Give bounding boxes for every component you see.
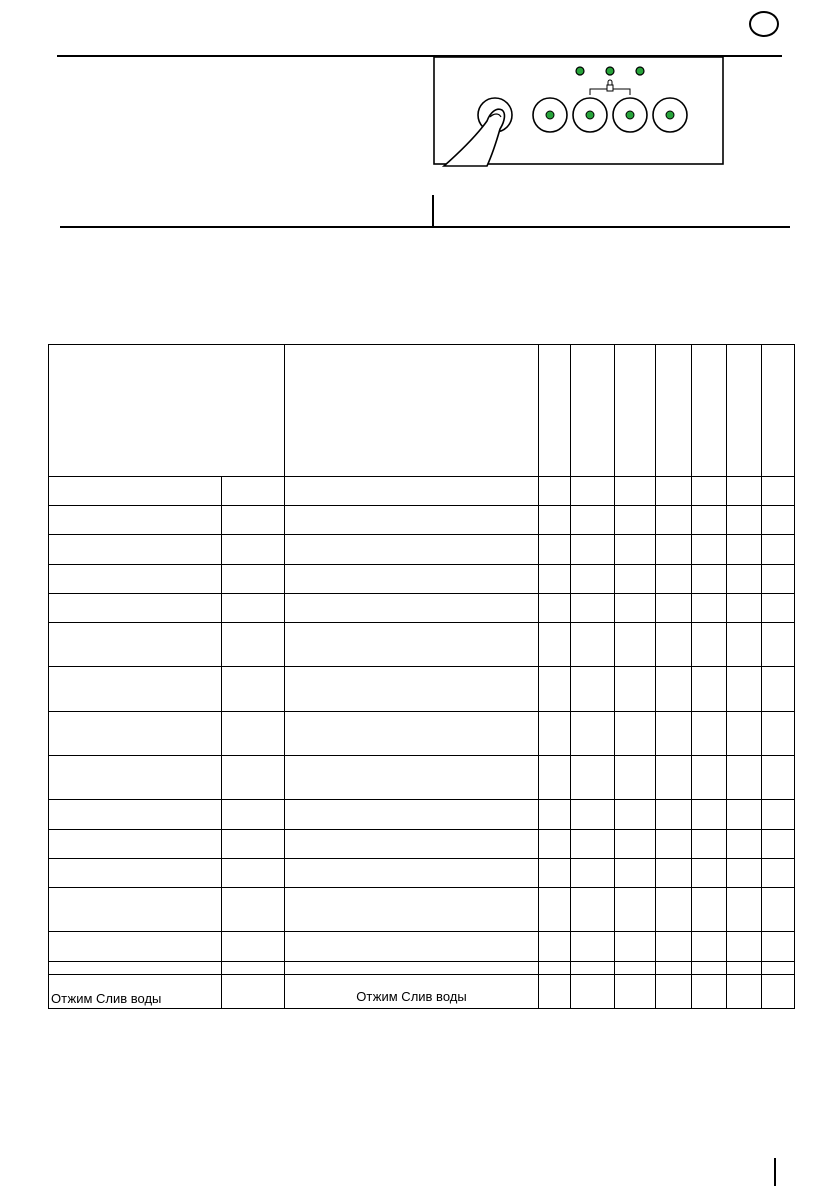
spin-drain-description: Отжим Слив воды <box>285 974 539 1008</box>
table-row <box>49 711 795 755</box>
spin-drain-label: Отжим Слив воды <box>49 974 222 1008</box>
indicator-led-2 <box>606 67 614 75</box>
program-button-3 <box>613 98 647 132</box>
table-row <box>49 829 795 858</box>
page-number-separator <box>774 1158 776 1186</box>
language-badge <box>749 11 779 37</box>
table-row-spin-drain <box>49 974 795 1008</box>
program-button-1 <box>533 98 567 132</box>
section-divider-horizontal <box>60 226 790 228</box>
table-row <box>49 535 795 564</box>
table-row <box>49 623 795 667</box>
table-row <box>49 961 795 974</box>
table-row <box>49 564 795 593</box>
programme-table <box>48 344 795 1009</box>
table-row <box>49 506 795 535</box>
indicator-led-3 <box>636 67 644 75</box>
program-button-2 <box>573 98 607 132</box>
table-row <box>49 800 795 829</box>
table-row <box>49 858 795 887</box>
table-row <box>49 888 795 932</box>
program-button-4 <box>653 98 687 132</box>
table-row <box>49 756 795 800</box>
table-row <box>49 667 795 711</box>
table-row <box>49 593 795 622</box>
table-row <box>49 476 795 505</box>
table-header-row <box>49 345 795 477</box>
control-panel-illustration <box>432 55 726 169</box>
indicator-led-1 <box>576 67 584 75</box>
table-row <box>49 932 795 961</box>
section-divider-vertical <box>432 195 434 227</box>
